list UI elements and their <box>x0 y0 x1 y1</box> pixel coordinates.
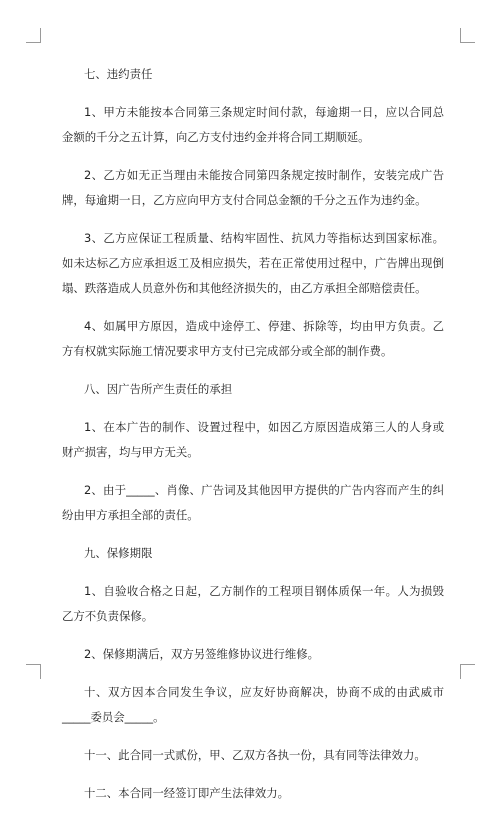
crop-mark-top-left <box>26 28 41 43</box>
section-heading-warranty-period: 九、保修期限 <box>84 546 153 560</box>
clause-10-dispute-resolution: 十、双方因本合同发生争议，应友好协商解决，协商不成的由武威市_____委员会_____。 <box>62 685 444 724</box>
clause-11-copies: 十一、此合同一式贰份，甲、乙双方各执一份，具有同等法律效力。 <box>84 748 426 762</box>
crop-mark-bottom-right <box>460 664 475 679</box>
clause-7-2-late-production: 2、乙方如无正当理由未能按合同第四条规定按时制作，安装完成广告牌，每逾期一日，乙方应向甲方支付合同总金额的千分之五作为违约金。 <box>62 168 444 207</box>
document-body <box>62 62 444 819</box>
clause-9-1-one-year-warranty: 1、自验收合格之日起，乙方制作的工程项目钢体质保一年。人为损毁乙方不负责保修。 <box>62 584 444 623</box>
section-heading-breach-liability: 七、违约责任 <box>84 67 153 81</box>
clause-7-1-late-payment: 1、甲方未能按本合同第三条规定时间付款，每逾期一日，应以合同总金额的千分之五计算，向乙方支付违约金并将合同工期顺延。 <box>62 105 444 144</box>
clause-8-1-third-party-damage: 1、在本广告的制作、设置过程中，如因乙方原因造成第三人的人身或财产损害，均与甲方无关。 <box>62 420 444 459</box>
section-heading-advertising-liability: 八、因广告所产生责任的承担 <box>84 382 233 396</box>
crop-mark-top-right <box>460 28 475 43</box>
clause-9-2-after-warranty: 2、保修期满后，双方另签维修协议进行维修。 <box>84 647 320 661</box>
clause-8-2-content-disputes: 2、由于_____、肖像、广告词及其他因甲方提供的广告内容而产生的纠纷由甲方承担全部的责任。 <box>62 483 444 522</box>
clause-7-4-party-a-stoppage: 4、如属甲方原因，造成中途停工、停建、拆除等，均由甲方负责。乙方有权就实际施工情况要求甲方支付已完成部分或全部的制作费。 <box>62 319 444 358</box>
clause-7-3-quality-standard: 3、乙方应保证工程质量、结构牢固性、抗风力等指标达到国家标准。如未达标乙方应承担返工及相应损失，若在正常使用过程中，广告牌出现倒塌、跌落造成人员意外伤和其他经济损失的，由乙方承担全部赔偿责任。 <box>62 231 444 295</box>
clause-12-effectiveness: 十二、本合同一经签订即产生法律效力。 <box>84 786 290 800</box>
crop-mark-bottom-left <box>26 664 41 679</box>
